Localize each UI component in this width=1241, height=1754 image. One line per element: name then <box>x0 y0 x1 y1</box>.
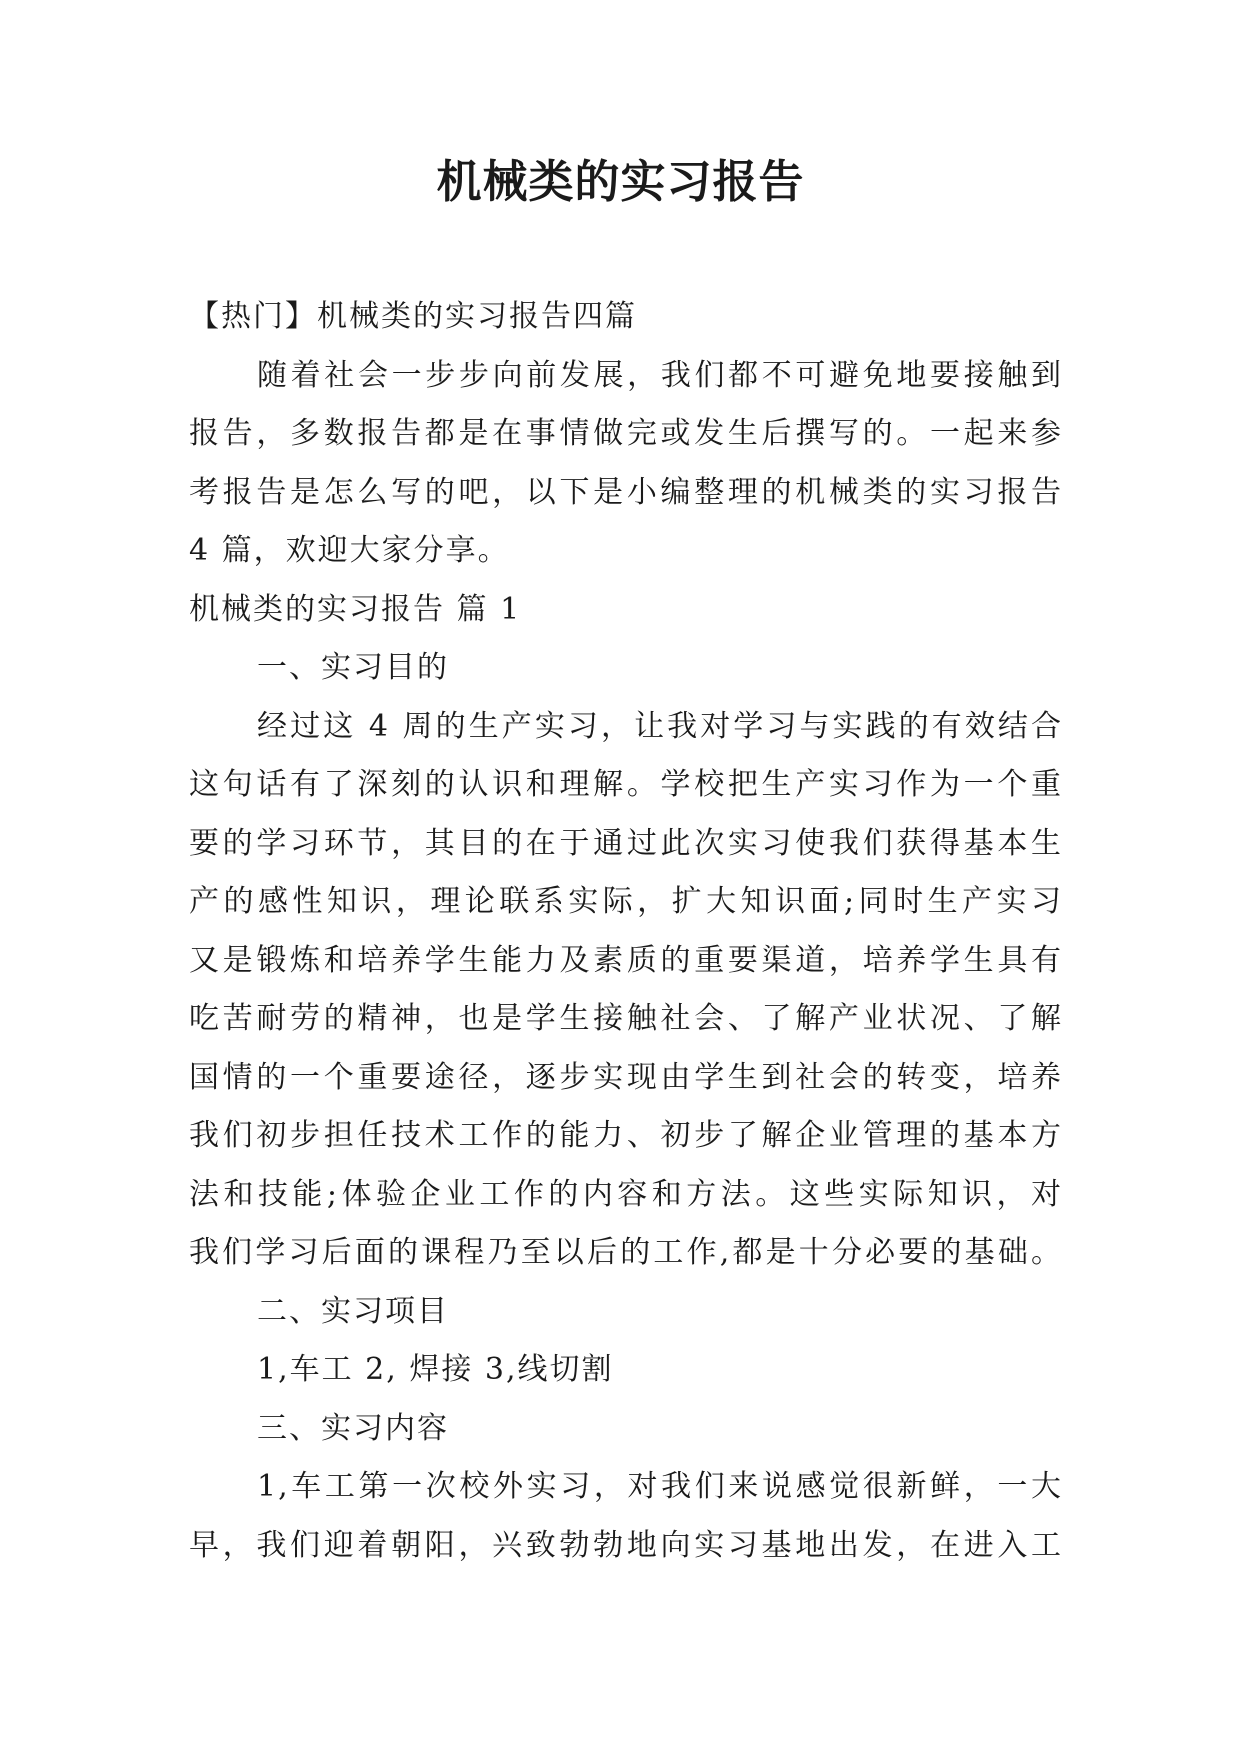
paragraph-line: 产的感性知识，理论联系实际，扩大知识面;同时生产实习 <box>189 884 1063 919</box>
intro-heading: 【热门】机械类的实习报告四篇 <box>189 299 637 334</box>
paragraph-line: 要的学习环节，其目的在于通过此次实习使我们获得基本生 <box>189 825 1063 861</box>
subsection-heading: 一、实习目的 <box>257 650 449 685</box>
paragraph-line: 吃苦耐劳的精神，也是学生接触社会、了解产业状况、了解 <box>189 1001 1063 1036</box>
paragraph-line: 法和技能;体验企业工作的内容和方法。这些实际知识，对 <box>189 1176 1063 1212</box>
paragraph-line: 考报告是怎么写的吧，以下是小编整理的机械类的实习报告 <box>189 474 1063 510</box>
paragraph-line: 1,车工第一次校外实习，对我们来说感觉很新鲜，一大 <box>257 1469 1063 1504</box>
paragraph-line: 报告，多数报告都是在事情做完或发生后撰写的。一起来参 <box>189 416 1063 451</box>
section-heading: 机械类的实习报告 篇 1 <box>189 591 522 627</box>
document-title: 机械类的实习报告 <box>436 155 805 208</box>
paragraph-line: 国情的一个重要途径，逐步实现由学生到社会的转变，培养 <box>189 1059 1063 1095</box>
subsection-heading: 三、实习内容 <box>257 1410 449 1446</box>
paragraph-line: 我们学习后面的课程乃至以后的工作,都是十分必要的基础。 <box>189 1235 1063 1270</box>
paragraph-line: 随着社会一步步向前发展，我们都不可避免地要接触到 <box>257 357 1063 393</box>
document-body <box>189 288 1063 1575</box>
paragraph-line: 我们初步担任技术工作的能力、初步了解企业管理的基本方 <box>189 1118 1063 1153</box>
paragraph-line: 这句话有了深刻的认识和理解。学校把生产实习作为一个重 <box>189 767 1063 802</box>
paragraph-line: 经过这 4 周的生产实习，让我对学习与实践的有效结合 <box>257 708 1063 744</box>
paragraph-line: 早，我们迎着朝阳，兴致勃勃地向实习基地出发，在进入工 <box>189 1527 1063 1563</box>
paragraph-line: 1,车工 2, 焊接 3,线切割 <box>257 1352 614 1387</box>
subsection-heading: 二、实习项目 <box>257 1293 449 1329</box>
paragraph-line: 4 篇，欢迎大家分享。 <box>189 533 510 568</box>
paragraph-line: 又是锻炼和培养学生能力及素质的重要渠道，培养学生具有 <box>189 942 1063 978</box>
